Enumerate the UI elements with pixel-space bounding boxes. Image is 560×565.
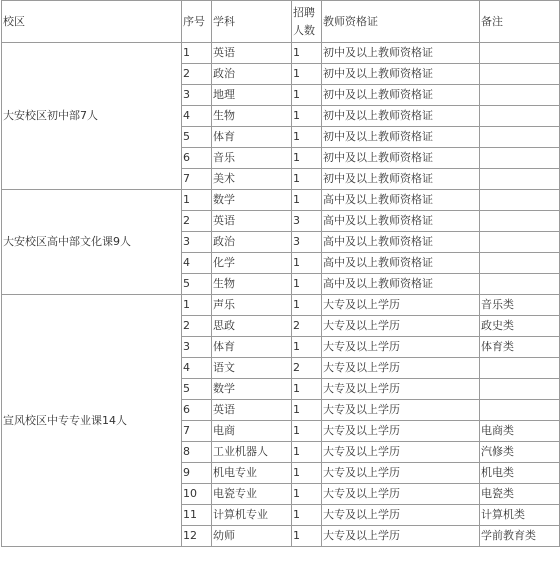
- cert-cell: 大专及以上学历: [322, 442, 480, 463]
- quota-cell: 1: [292, 148, 322, 169]
- quota-cell: 1: [292, 526, 322, 547]
- subject-cell: 生物: [212, 274, 292, 295]
- subject-cell: 地理: [212, 85, 292, 106]
- table-row: [2, 43, 560, 64]
- quota-cell: 1: [292, 190, 322, 211]
- no-cell: 3: [182, 232, 212, 253]
- quota-cell: 1: [292, 127, 322, 148]
- remark-cell: 政史类: [480, 316, 560, 337]
- no-cell: 4: [182, 358, 212, 379]
- header-campus: 校区: [2, 1, 182, 43]
- campus-cell: 大安校区高中部文化课9人: [2, 190, 182, 295]
- no-cell: 1: [182, 43, 212, 64]
- no-cell: 4: [182, 106, 212, 127]
- no-cell: 10: [182, 484, 212, 505]
- no-cell: 8: [182, 442, 212, 463]
- remark-cell: [480, 232, 560, 253]
- subject-cell: 体育: [212, 337, 292, 358]
- remark-cell: 学前教育类: [480, 526, 560, 547]
- quota-cell: 1: [292, 43, 322, 64]
- table-row: [2, 190, 560, 211]
- quota-cell: 3: [292, 211, 322, 232]
- no-cell: 9: [182, 463, 212, 484]
- cert-cell: 高中及以上教师资格证: [322, 232, 480, 253]
- remark-cell: 音乐类: [480, 295, 560, 316]
- subject-cell: 体育: [212, 127, 292, 148]
- no-cell: 2: [182, 316, 212, 337]
- cert-cell: 初中及以上教师资格证: [322, 85, 480, 106]
- cert-cell: 高中及以上教师资格证: [322, 211, 480, 232]
- cert-cell: 初中及以上教师资格证: [322, 148, 480, 169]
- remark-cell: [480, 400, 560, 421]
- no-cell: 3: [182, 85, 212, 106]
- remark-cell: 计算机类: [480, 505, 560, 526]
- subject-cell: 音乐: [212, 148, 292, 169]
- header-no: 序号: [182, 1, 212, 43]
- subject-cell: 工业机器人: [212, 442, 292, 463]
- cert-cell: 初中及以上教师资格证: [322, 64, 480, 85]
- no-cell: 6: [182, 148, 212, 169]
- remark-cell: 电商类: [480, 421, 560, 442]
- quota-cell: 2: [292, 316, 322, 337]
- no-cell: 5: [182, 379, 212, 400]
- cert-cell: 大专及以上学历: [322, 400, 480, 421]
- campus-cell: 大安校区初中部7人: [2, 43, 182, 190]
- quota-cell: 1: [292, 337, 322, 358]
- cert-cell: 大专及以上学历: [322, 526, 480, 547]
- cert-cell: 高中及以上教师资格证: [322, 190, 480, 211]
- subject-cell: 化学: [212, 253, 292, 274]
- quota-cell: 1: [292, 442, 322, 463]
- table-row: [2, 295, 560, 316]
- subject-cell: 政治: [212, 232, 292, 253]
- quota-cell: 1: [292, 274, 322, 295]
- quota-cell: 3: [292, 232, 322, 253]
- no-cell: 2: [182, 211, 212, 232]
- quota-cell: 1: [292, 169, 322, 190]
- cert-cell: 高中及以上教师资格证: [322, 253, 480, 274]
- subject-cell: 数学: [212, 379, 292, 400]
- quota-cell: 1: [292, 295, 322, 316]
- table-body: [2, 1, 560, 547]
- no-cell: 2: [182, 64, 212, 85]
- remark-cell: 汽修类: [480, 442, 560, 463]
- cert-cell: 高中及以上教师资格证: [322, 274, 480, 295]
- subject-cell: 英语: [212, 43, 292, 64]
- remark-cell: [480, 43, 560, 64]
- header-row: [2, 1, 560, 43]
- no-cell: 5: [182, 127, 212, 148]
- subject-cell: 电瓷专业: [212, 484, 292, 505]
- no-cell: 7: [182, 421, 212, 442]
- header-cert: 教师资格证: [322, 1, 480, 43]
- remark-cell: 电瓷类: [480, 484, 560, 505]
- quota-cell: 1: [292, 484, 322, 505]
- subject-cell: 声乐: [212, 295, 292, 316]
- remark-cell: [480, 64, 560, 85]
- remark-cell: [480, 169, 560, 190]
- subject-cell: 英语: [212, 400, 292, 421]
- cert-cell: 大专及以上学历: [322, 358, 480, 379]
- cert-cell: 大专及以上学历: [322, 484, 480, 505]
- cert-cell: 大专及以上学历: [322, 505, 480, 526]
- no-cell: 7: [182, 169, 212, 190]
- no-cell: 3: [182, 337, 212, 358]
- remark-cell: [480, 274, 560, 295]
- remark-cell: [480, 379, 560, 400]
- quota-cell: 1: [292, 253, 322, 274]
- cert-cell: 大专及以上学历: [322, 379, 480, 400]
- subject-cell: 生物: [212, 106, 292, 127]
- no-cell: 5: [182, 274, 212, 295]
- cert-cell: 初中及以上教师资格证: [322, 43, 480, 64]
- quota-cell: 1: [292, 505, 322, 526]
- subject-cell: 计算机专业: [212, 505, 292, 526]
- no-cell: 6: [182, 400, 212, 421]
- subject-cell: 电商: [212, 421, 292, 442]
- quota-cell: 1: [292, 421, 322, 442]
- remark-cell: [480, 85, 560, 106]
- subject-cell: 语文: [212, 358, 292, 379]
- remark-cell: [480, 127, 560, 148]
- subject-cell: 机电专业: [212, 463, 292, 484]
- subject-cell: 数学: [212, 190, 292, 211]
- no-cell: 12: [182, 526, 212, 547]
- remark-cell: 体育类: [480, 337, 560, 358]
- subject-cell: 美术: [212, 169, 292, 190]
- cert-cell: 大专及以上学历: [322, 316, 480, 337]
- subject-cell: 英语: [212, 211, 292, 232]
- no-cell: 1: [182, 190, 212, 211]
- no-cell: 4: [182, 253, 212, 274]
- remark-cell: [480, 106, 560, 127]
- header-quota: 招聘人数: [292, 1, 322, 43]
- quota-cell: 1: [292, 85, 322, 106]
- subject-cell: 思政: [212, 316, 292, 337]
- quota-cell: 1: [292, 64, 322, 85]
- quota-cell: 1: [292, 106, 322, 127]
- header-remark: 备注: [480, 1, 560, 43]
- cert-cell: 大专及以上学历: [322, 337, 480, 358]
- campus-cell: 宣风校区中专专业课14人: [2, 295, 182, 547]
- cert-cell: 大专及以上学历: [322, 421, 480, 442]
- cert-cell: 初中及以上教师资格证: [322, 169, 480, 190]
- cert-cell: 大专及以上学历: [322, 295, 480, 316]
- quota-cell: 1: [292, 379, 322, 400]
- no-cell: 1: [182, 295, 212, 316]
- quota-cell: 1: [292, 400, 322, 421]
- remark-cell: [480, 358, 560, 379]
- quota-cell: 1: [292, 463, 322, 484]
- subject-cell: 幼师: [212, 526, 292, 547]
- remark-cell: [480, 190, 560, 211]
- remark-cell: 机电类: [480, 463, 560, 484]
- no-cell: 11: [182, 505, 212, 526]
- quota-cell: 2: [292, 358, 322, 379]
- cert-cell: 初中及以上教师资格证: [322, 106, 480, 127]
- cert-cell: 初中及以上教师资格证: [322, 127, 480, 148]
- remark-cell: [480, 253, 560, 274]
- remark-cell: [480, 148, 560, 169]
- remark-cell: [480, 211, 560, 232]
- recruitment-table: [1, 0, 560, 547]
- cert-cell: 大专及以上学历: [322, 463, 480, 484]
- header-subject: 学科: [212, 1, 292, 43]
- subject-cell: 政治: [212, 64, 292, 85]
